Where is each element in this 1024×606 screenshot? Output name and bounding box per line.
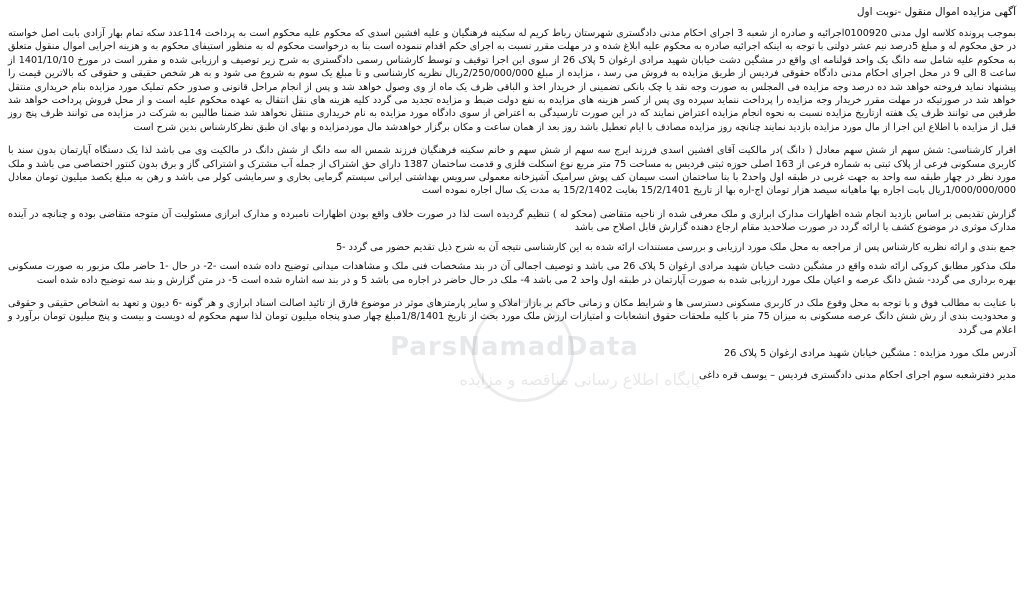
watermark-text-fa: پایگاه اطلاع رسانی مناقصه و مزایده (459, 370, 700, 389)
signature-line: مدیر دفترشعبه سوم اجرای احکام مدنی دادگستری فردیس – یوسف قره داغی (699, 370, 1016, 382)
watermark-text-en: ParsNamadData (390, 332, 639, 362)
notice-paragraph-property: ملک مذکور مطابق کروکی ارائه شده واقع در مشگین دشت خیابان شهید مرادی ارغوان 5 پلاک 26 می باشد و توصیف اجمالی آن در بند مشخصات فنی ملک و مشاهدات میدانی توضیح داده شده است -2- در حال -1 حاضر ملک مزبور به صورت مسکونی بهره برداری می گردد- شش دانگ عرصه و اعیان ملک مورد ارزیابی شده به صورت آپارتمان در طبقه اول واحد 2 می باشد 4- ملک در حال حاضر در اجاره می باشد 5 و در بند سه اشاره شده است 5- در متن گزارش و بند سه توضیح داده شده است (8, 261, 1016, 286)
notice-paragraph-valuation: با عنایت به مطالب فوق و با توجه به محل وقوع ملک در کاربری مسکونی دسترسی ها و شرایط مکان و زمانی حاکم بر بازار املاک و سایر پارمترهای موثر در موضوع فارق از تائید اصالت اسناد ابرازی و هر گونه -6 دیون و تعهد به اشخاص حقیقی و حقوقی و محدودیت بندی از رش شش دانگ عرصه مسکونی به میزان 75 متر با کلیه ملحقات حقوق انشعابات و امتیازات ارزش ملک مورد بحث از تاریخ 1/8/1401مبلغ چهار صدو پنجاه میلیون تومان لذا سهم محکوم له دویست و بیست و پنج میلیون تومان برآورد و اعلام می گردد (8, 297, 1016, 336)
notice-title: آگهی مزایده اموال منقول -نوبت اول (856, 6, 1016, 18)
notice-paragraph-report: گزارش تقدیمی بر اساس بازدید انجام شده اظهارات مدارک ابرازی و ملک معرفی شده از ناحیه متقاضی (محکو له ) تنظیم گردیده است لذا در صورت خلاف واقع بودن اظهارات نامبرده و مدارک ابرازی مسئولیت آن متوجه متقاضی بوده و چنانچه در آینده مدارک موثری در موضوع کشف یا ارائه گردد در صورت صلاحدید مقام ارجاع دهنده گزارش قابل اصلاح می باشد (8, 208, 1016, 234)
notice-paragraph-expert: اقرار کارشناسی: شش سهم از شش سهم معادل ( دانگ )در مالکیت آقای افشین اسدی فرزند ایرج سه سهم از شش سهم و خانم سکینه فرهنگیان فرزند شمس اله سه دانگ از شش دانگ در مالکیت وی می باشد لذا یک دستگاه آپارتمان بدون سند با کاربری مسکونی فرعی از پلاک ثبتی به شماره فرعی از 163 اصلی حوزه ثبتی فردیس به مساحت 75 متر مربع نوع اسکلت فلزی و قدمت ساختمان 1387 دارای حق اشتراک از جمله آب مشترک و اشتراکی گاز و برق بدون کنتور اختصاصی می باشد و ملک مورد نظر در چهار طبقه سه واحد به جهت غربی در طبقه اول واحد2 با بنا ساختمان است سیمان کف پوش سرامیک آشپزخانه معمولی سرویس بهداشتی ایرانی سیستم گرمایی بخاری و سرمایشی کولر می باشد و رهن به مبلغ یکصد میلیون تومان معادل 1/000/000/000ریال بابت اجاره بها ماهیانه سیصد هزار تومان اج-اره بها از تاریخ 15/2/1401 بغایت 15/2/1402 به مدت یک سال اجاره نموده است (8, 145, 1017, 197)
notice-paragraph-summary: جمع بندی و ارائه نظریه کارشناس پس از مراجعه به محل ملک مورد ارزیابی و بررسی مستندات ارائه شده به این کارشناسی نتیجه آن به شرح ذیل تقدیم حضور می گردد -5 (336, 241, 1016, 253)
property-address: آدرس ملک مورد مزایده : مشگین خیابان شهید مرادی ارغوان 5 پلاک 26 (723, 348, 1016, 360)
notice-paragraph-main: بموجب پرونده کلاسه اول مدنی 0100920اجرائیه و صادره از شعبه 3 اجرای احکام مدنی دادگستری شهرستان رباط کریم له سکینه فرهنگیان و علیه افشین اسدی که محکوم علیه محکوم است به پرداخت 114عدد سکه تمام بهار آزادی بابت اصل خواسته در حق محکوم له و مبلغ 5درصد نیم عشر دولتی با توجه به اینکه اجرائیه صادره به محکوم علیه ابلاغ شده و در مهلت مقرر نسبت به اجرای حکم اقدام ننموده است بنا به درخواست محکوم له به منظور استیفای محکوم به و هزینه اجرایی اموال منقول متعلق به محکوم علیه شامل سه دانگ یک واحد قولنامه ای واقع در مشگین دشت خیابان شهید مرادی ارغوان 5 پلاک 26 از سوی این اجرا توقیف و توسط کارشناس رسمی دادگستری به شرح زیر توصیف و ارزیابی شده و مقرر است در مورخ 1401/10/10 از ساعت 8 الی 9 در محل اجرای احکام مدنی دادگاه حقوقی فردیس از طریق مزایده به فروش می رسد ، مزایده از مبلغ 2/250/000/000ریال نظریه کارشناسی و تا مبلغ یک سوم به شروع می شود و به هر شخص حقیقی و حقوقی که بالاترین قیمت را پیشنهاد نماید فروخته خواهد شد ده درصد وجه مزایده فی المجلس به صورت وجه نقد یا چک بانکی تضمینی از خریدار اخذ و الباقی ظرف یک ماه از وی وصول خواهد شد و پس از انجام مراحل قانونی و صدور حکم تملیک مورد مزایده بنام خریداری منتقل خواهد شد در صورتیکه در مهلت مقرر خریدار وجه مزایده را پرداخت ننماید سپرده وی پس از کسر هزینه های مزایده به نفع دولت ضبط و مزایده تجدید می گردد کلیه هزینه های نقل انتقال به عهده محکوم علیه است و از محل فروش پرداخت خواهد شد طرفین می توانند ظرف یک هفته ازتاریخ مزایده نسبت به نحوه انجام مزایده اعتراض نمایند که در این صورت تارسیدگی به اعتراض از سوی دادگاه مورد مزایده به نام خریداری منتقل نخواهد شد ضمنا طالبین به شرکت در مزایده می توانند ظرف پنج روز قبل از مزایده با اطلاع این اجرا از مال مورد مزایده بازدید نمایند چنانچه روز مزایده مصادف با ایام تعطیل باشد روز بعد از همان ساعت و مکان برگزار خواهدشد مال موردمزایده و بهای ان طبق نظرکارشناس بدین شرح است (8, 28, 1016, 133)
